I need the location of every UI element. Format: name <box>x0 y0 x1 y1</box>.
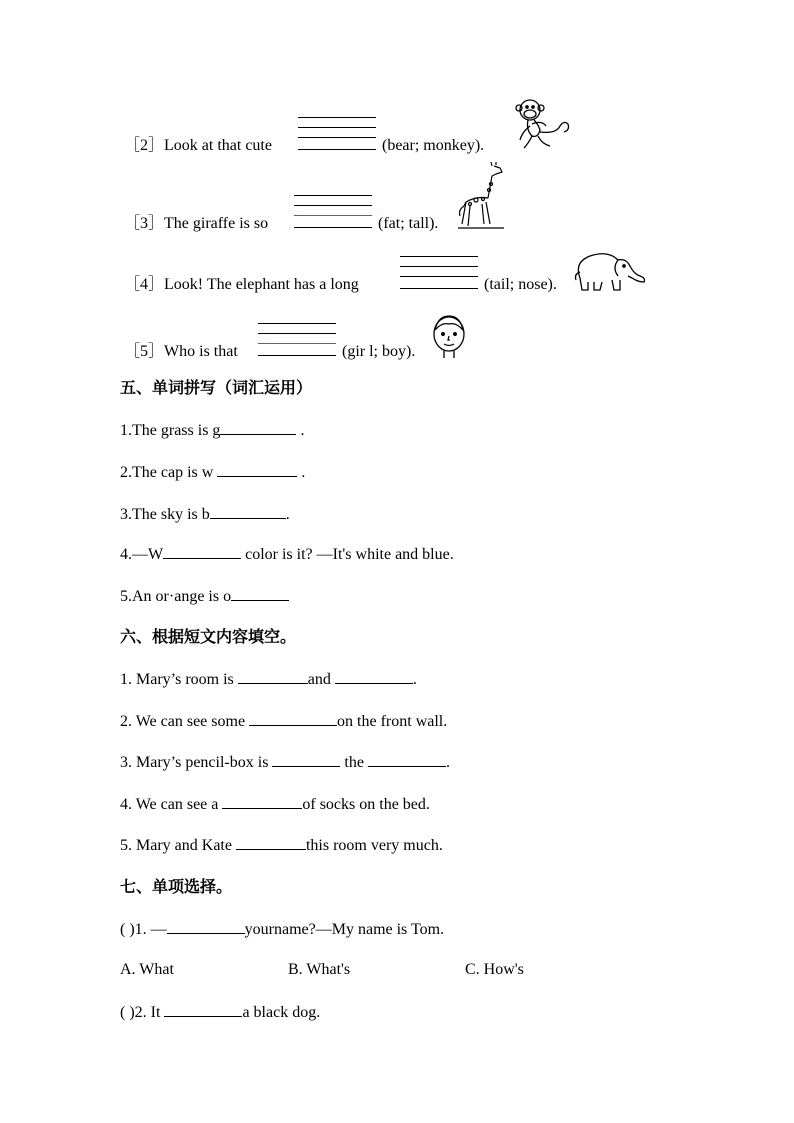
section7-title: 七、单项选择。 <box>120 877 233 896</box>
item-number: ［3］ <box>124 215 165 232</box>
answer-blank[interactable] <box>167 919 245 934</box>
answer-blank[interactable] <box>222 794 302 809</box>
answer-blank[interactable] <box>210 504 286 519</box>
option-b[interactable]: B. What's <box>288 961 351 978</box>
answer-parentheses[interactable]: ( ) <box>120 1004 135 1021</box>
answer-blank[interactable] <box>238 669 308 684</box>
item-text: Look at that cute <box>164 137 272 154</box>
writing-grid[interactable] <box>258 323 336 356</box>
writing-grid[interactable] <box>400 256 478 289</box>
giraffe-picture <box>456 162 508 232</box>
section5-item-4: 4.—W color is it? —It's white and blue. <box>120 546 454 563</box>
answer-blank[interactable] <box>272 752 340 767</box>
section5-item-1: 1.The grass is g . <box>120 422 305 439</box>
item-text: The giraffe is so <box>164 215 269 232</box>
options-text: (fat; tall). <box>378 215 439 232</box>
answer-blank[interactable] <box>368 752 446 767</box>
section6-item-3: 3. Mary’s pencil-box is the . <box>120 754 450 771</box>
question-1: ( )1. — yourname?—My name is Tom. <box>120 921 445 938</box>
answer-blank[interactable] <box>164 1002 242 1017</box>
section5-item-3: 3.The sky is b . <box>120 506 290 523</box>
section5-item-2: 2.The cap is w . <box>120 464 306 481</box>
section6-item-2: 2. We can see some on the front wall. <box>120 713 448 730</box>
answer-blank[interactable] <box>249 711 337 726</box>
answer-blank[interactable] <box>231 586 289 601</box>
item-number: ［2］ <box>124 137 165 154</box>
item-text: Who is that <box>164 343 238 360</box>
boy-face-picture <box>430 310 468 360</box>
answer-blank[interactable] <box>335 669 413 684</box>
section6-title: 六、根据短文内容填空。 <box>120 627 297 646</box>
options-text: (gir l; boy). <box>342 343 416 360</box>
section5-title: 五、单词拼写（词汇运用） <box>120 378 313 397</box>
monkey-picture <box>512 96 572 154</box>
question-2: ( )2. It a black dog. <box>120 1004 321 1021</box>
item-number: ［5］ <box>124 343 165 360</box>
option-a[interactable]: A. What <box>120 961 174 978</box>
writing-grid[interactable] <box>294 195 372 228</box>
section6-item-5: 5. Mary and Kate this room very much. <box>120 837 443 854</box>
section6-item-4: 4. We can see a of socks on the bed. <box>120 796 430 813</box>
options-text: (tail; nose). <box>484 276 557 293</box>
elephant-picture <box>572 248 648 294</box>
answer-blank[interactable] <box>220 420 296 435</box>
item-text: Look! The elephant has a long <box>164 276 359 293</box>
answer-blank[interactable] <box>163 544 241 559</box>
options-text: (bear; monkey). <box>382 137 485 154</box>
option-c[interactable]: C. How's <box>465 961 524 978</box>
answer-blank[interactable] <box>217 462 297 477</box>
writing-grid[interactable] <box>298 117 376 150</box>
section5-item-5: 5.An or·ange is o <box>120 586 289 607</box>
answer-blank[interactable] <box>236 835 306 850</box>
item-number: ［4］ <box>124 276 165 293</box>
section6-item-1: 1. Mary’s room is and . <box>120 671 417 688</box>
answer-parentheses[interactable]: ( ) <box>120 921 135 938</box>
